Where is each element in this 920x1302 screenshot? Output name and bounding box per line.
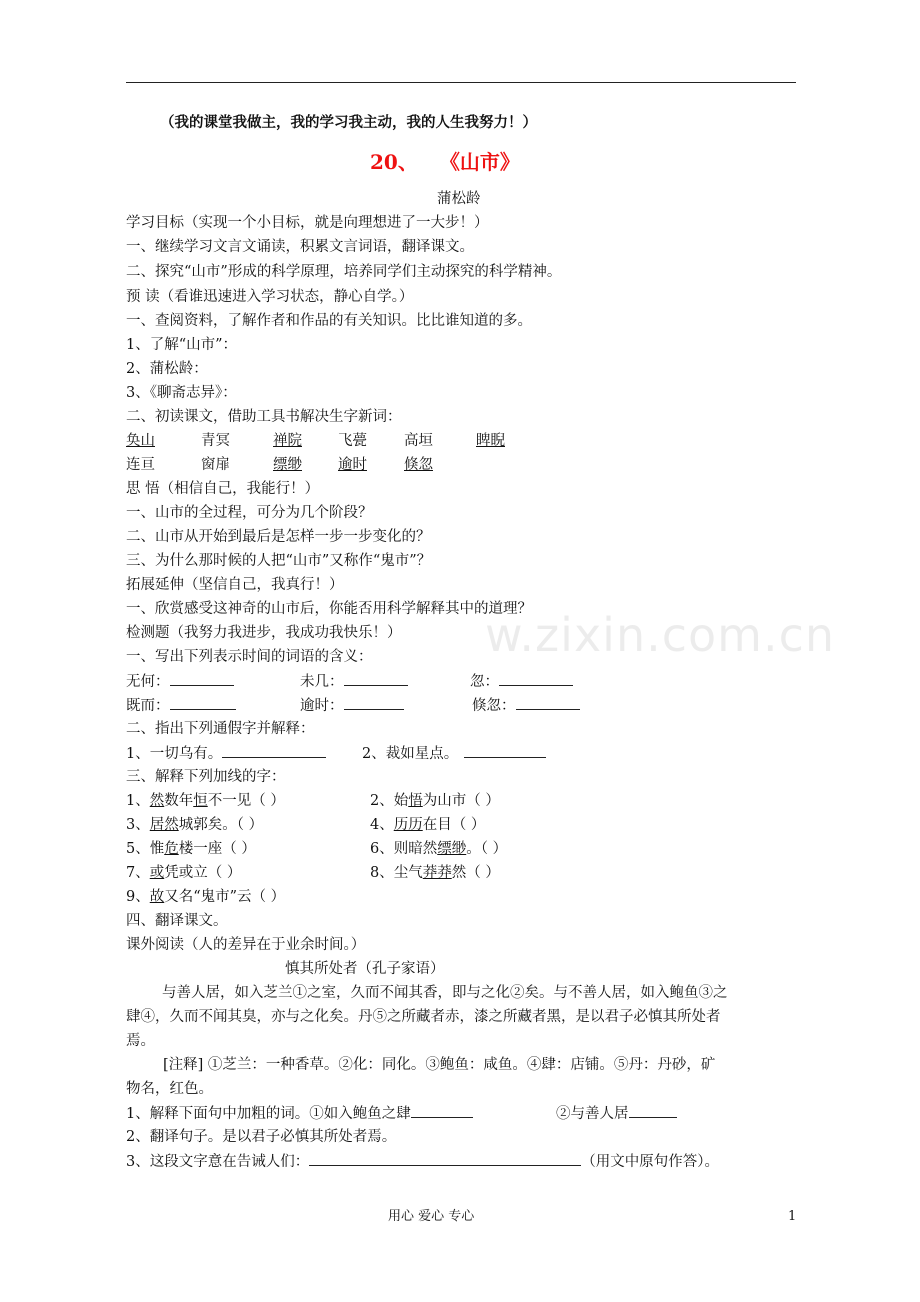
explain-item-5 <box>126 839 256 859</box>
item-prefix: 2、始 <box>370 793 409 809</box>
question-text: 1、解释下面句中加粗的词。①如入鲍鱼之肆 <box>126 1106 411 1122</box>
underlined-char: 或 <box>149 865 165 881</box>
tongjia-text: 1、一切乌有。 <box>126 746 223 762</box>
time-word-label: 忽： <box>470 674 499 690</box>
preview-q2: 2、蒲松龄： <box>126 361 208 377</box>
goal-2: 二、探究“山市”形成的科学原理，培养同学们主动探究的科学精神。 <box>126 264 562 280</box>
word: 飞甍 <box>338 433 367 449</box>
test-section-3: 三、解释下列加线的字： <box>126 769 286 785</box>
time-word-6 <box>472 695 580 716</box>
title-name: 《山市》 <box>439 150 520 174</box>
word: 高垣 <box>404 433 433 449</box>
preview-q1: 1、了解“山市”： <box>126 337 238 353</box>
notes-line-2: 物名，红色。 <box>126 1081 213 1097</box>
item-text: 。（ ） <box>466 841 508 857</box>
time-word-label: 未几： <box>300 674 344 690</box>
item-text: 城郭矣。（ ） <box>178 817 264 833</box>
answer-blank[interactable] <box>411 1103 473 1118</box>
item-text: 然（ ） <box>451 865 500 881</box>
time-word-2 <box>300 671 408 692</box>
extend-q1: 一、欣赏感受这神奇的山市后，你能否用科学解释其中的道理？ <box>126 601 532 617</box>
watermark: w.zixin.com.cn <box>485 608 836 662</box>
item-prefix: 5、惟 <box>126 841 165 857</box>
page-number: 1 <box>788 1209 797 1224</box>
answer-blank[interactable] <box>499 671 573 686</box>
answer-blank[interactable] <box>170 695 236 710</box>
think-heading: 思 悟（相信自己，我能行！） <box>126 481 320 497</box>
passage-line-2: 肆④，久而不闻其臭，亦与之化矣。丹⑤之所藏者赤，漆之所藏者黑，是以君子必慎其所处者 <box>126 1009 721 1025</box>
test-heading: 检测题（我努力我进步，我成功我快乐！） <box>126 625 402 641</box>
goal-1: 一、继续学习文言文诵读，积累文言词语，翻译课文。 <box>126 239 474 255</box>
outside-q1 <box>126 1103 473 1124</box>
word: 窗扉 <box>201 457 230 473</box>
header-rule <box>126 82 796 83</box>
tongjia-item-2 <box>362 743 546 764</box>
word-underlined: 倏忽 <box>404 457 433 473</box>
word: 禅院 <box>273 433 302 449</box>
word: 青冥 <box>201 433 230 449</box>
time-word-label: 既而： <box>126 698 170 714</box>
footer-text: 用心 爱心 专心 <box>388 1209 475 1224</box>
test-section-4: 四、翻译课文。 <box>126 913 228 929</box>
explain-item-8 <box>370 863 500 883</box>
item-prefix: 9、 <box>126 889 150 905</box>
item-text: 不一见（ ） <box>207 793 285 809</box>
author: 蒲松龄 <box>437 191 481 207</box>
passage-line-3: 焉。 <box>126 1033 155 1049</box>
think-q1: 一、山市的全过程，可分为几个阶段？ <box>126 505 373 521</box>
outside-q1-b <box>556 1103 677 1124</box>
outside-heading: 课外阅读（人的差异在于业余时间。） <box>126 937 366 953</box>
underlined-char: 缥缈 <box>437 841 467 857</box>
word: 连亘 <box>126 457 155 473</box>
answer-blank[interactable] <box>464 743 546 758</box>
time-word-4 <box>126 695 236 716</box>
explain-item-6 <box>370 839 507 859</box>
explain-item-3 <box>126 815 263 835</box>
tongjia-item-1 <box>126 743 326 764</box>
item-prefix: 3、 <box>126 817 150 833</box>
test-section-1: 一、写出下列表示时间的词语的含义： <box>126 649 373 665</box>
time-word-1 <box>126 671 234 692</box>
think-q2: 二、山市从开始到最后是怎样一步一步变化的？ <box>126 529 431 545</box>
question-text: （用文中原句作答）。 <box>581 1154 719 1170</box>
underlined-char: 然 <box>149 793 165 809</box>
answer-blank[interactable] <box>629 1103 677 1118</box>
notes-line-1: [注释] ①芝兰：一种香草。②化：同化。③鲍鱼：咸鱼。④肆：店铺。⑤丹：丹砂，矿 <box>163 1057 716 1073</box>
goals-heading: 学习目标（实现一个小目标，就是向理想进了一大步！） <box>126 215 489 231</box>
answer-blank[interactable] <box>516 695 580 710</box>
item-text: 数年 <box>164 793 194 809</box>
word: 缥缈 <box>273 457 302 473</box>
tongjia-text: 2、裁如星点。 <box>362 746 459 762</box>
passage-title: 慎其所处者（孔子家语） <box>285 961 445 977</box>
word: 逾时 <box>338 457 367 473</box>
underlined-char: 危 <box>164 841 179 857</box>
item-prefix: 8、尘气 <box>370 865 423 881</box>
underlined-char: 恒 <box>193 793 208 809</box>
time-word-label: 无何： <box>126 674 170 690</box>
title-number: 20、 <box>370 150 418 174</box>
outside-q2: 2、翻译句子。是以君子必慎其所处者焉。 <box>126 1129 397 1145</box>
page-title <box>370 150 520 174</box>
time-word-label: 逾时： <box>300 698 344 714</box>
question-text: ②与善人居 <box>556 1106 629 1122</box>
word <box>404 455 433 475</box>
item-text: 在目（ ） <box>422 817 486 833</box>
explain-item-9 <box>126 887 285 907</box>
preview-q3: 3、《聊斋志异》： <box>126 385 237 401</box>
explain-item-7 <box>126 863 241 883</box>
item-text: 又名“鬼市”云（ ） <box>164 889 286 905</box>
word: 睥睨 <box>476 433 505 449</box>
preview-item-1: 一、查阅资料，了解作者和作品的有关知识。比比谁知道的多。 <box>126 313 532 329</box>
question-text: 3、这段文字意在告诫人们： <box>126 1154 310 1170</box>
extend-heading: 拓展延伸（坚信自己，我真行！） <box>126 577 344 593</box>
preview-item-2: 二、初读课文，借助工具书解决生字新词： <box>126 409 402 425</box>
answer-blank[interactable] <box>170 671 234 686</box>
answer-blank[interactable] <box>344 695 404 710</box>
think-q3: 三、为什么那时候的人把“山市”又称作“鬼市”？ <box>126 553 432 569</box>
underlined-char: 居然 <box>149 817 179 833</box>
underlined-char: 历历 <box>393 817 423 833</box>
motto: （我的课堂我做主，我的学习我主动，我的人生我努力！） <box>160 114 537 131</box>
passage-line-1: 与善人居，如入芝兰①之室，久而不闻其香，即与之化②矣。与不善人居，如入鲍鱼③之 <box>162 985 728 1001</box>
item-prefix: 1、 <box>126 793 150 809</box>
answer-blank[interactable] <box>344 671 408 686</box>
preview-heading: 预 读（看谁迅速进入学习状态，静心自学。） <box>126 289 414 305</box>
item-text: 楼一座（ ） <box>178 841 256 857</box>
underlined-char: 悟 <box>408 793 423 809</box>
word: 奂山 <box>126 433 155 449</box>
time-word-5 <box>300 695 404 716</box>
underlined-char: 故 <box>149 889 165 905</box>
item-prefix: 4、 <box>370 817 394 833</box>
item-text: 凭或立（ ） <box>164 865 242 881</box>
explain-item-1 <box>126 791 285 811</box>
item-prefix: 6、则暗然 <box>370 841 438 857</box>
answer-blank[interactable] <box>222 743 326 758</box>
time-word-3 <box>470 671 573 692</box>
time-word-label: 倏忽： <box>472 698 516 714</box>
explain-item-4 <box>370 815 485 835</box>
outside-q3 <box>126 1151 719 1172</box>
answer-blank[interactable] <box>309 1151 581 1166</box>
item-text: 为山市（ ） <box>422 793 500 809</box>
item-prefix: 7、 <box>126 865 150 881</box>
test-section-2: 二、指出下列通假字并解释： <box>126 721 315 737</box>
underlined-char: 莽莽 <box>422 865 452 881</box>
explain-item-2 <box>370 791 500 811</box>
